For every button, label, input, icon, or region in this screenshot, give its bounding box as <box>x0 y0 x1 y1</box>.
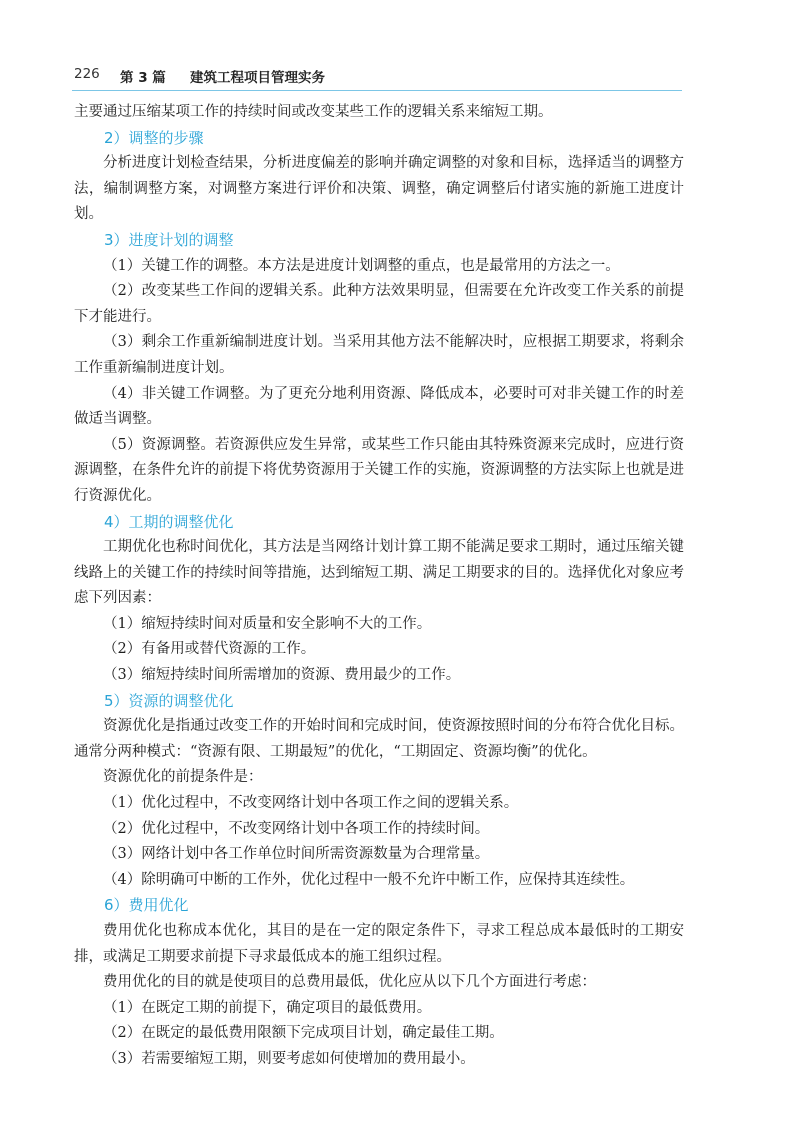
list-item: （4）除明确可中断的工作外，优化过程中一般不允许中断工作，应保持其连续性。 <box>103 871 635 888</box>
part-title: 建筑工程项目管理实务 <box>190 70 325 86</box>
list-item: （1）关键工作的调整。本方法是进度计划调整的重点，也是最常用的方法之一。 <box>103 257 620 274</box>
page-number: 226 <box>74 66 100 82</box>
list-item: （3）剩余工作重新编制进度计划。当采用其他方法不能解决时，应根据工期要求，将剩余工作重新编制进度计划。 <box>74 334 684 376</box>
list-item: （5）资源调整。若资源供应发生异常，或某些工作只能由其特殊资源来完成时，应进行资源调整，在条件允许的前提下将优势资源用于关键工作的实施，资源调整的方法实际上也就是进行资源优化。 <box>74 436 684 504</box>
paragraph: 资源优化的前提条件是： <box>103 769 263 786</box>
list-item: （1）优化过程中，不改变网络计划中各项工作之间的逻辑关系。 <box>103 795 519 812</box>
paragraph: 工期优化也称时间优化，其方法是当网络计划计算工期不能满足要求工期时，通过压缩关键线路上的关键工作的持续时间等措施，达到缩短工期、满足工期要求的目的。选择优化对象应考虑下列因素： <box>74 539 684 607</box>
section-heading: 5）资源的调整优化 <box>104 691 234 710</box>
section-heading: 2）调整的步骤 <box>104 128 204 147</box>
list-item: （1）在既定工期的前提下，确定项目的最低费用。 <box>103 999 432 1016</box>
list-item: （3）若需要缩短工期，则要考虑如何使增加的费用最小。 <box>103 1050 475 1067</box>
list-item: （3）缩短持续时间所需增加的资源、费用最少的工作。 <box>103 667 461 684</box>
page-header <box>72 64 682 91</box>
section-heading: 4）工期的调整优化 <box>104 512 234 531</box>
list-item: （2）改变某些工作间的逻辑关系。此种方法效果明显，但需要在允许改变工作关系的前提下才能进行。 <box>74 283 684 325</box>
page-body <box>74 100 684 1073</box>
paragraph: 费用优化的目的就是使项目的总费用最低，优化应从以下几个方面进行考虑： <box>103 974 596 991</box>
paragraph: 分析进度计划检查结果，分析进度偏差的影响并确定调整的对象和目标，选择适当的调整方法，编制调整方案，对调整方案进行评价和决策、调整，确定调整后付诸实施的新施工进度计划。 <box>74 155 684 223</box>
list-item: （4）非关键工作调整。为了更充分地利用资源、降低成本，必要时可对非关键工作的时差做适当调整。 <box>74 385 684 428</box>
section-heading: 3）进度计划的调整 <box>104 230 234 249</box>
paragraph: 资源优化是指通过改变工作的开始时间和完成时间，使资源按照时间的分布符合优化目标。通常分两种模式：“资源有限、工期最短”的优化，“工期固定、资源均衡”的优化。 <box>74 718 684 760</box>
list-item: （2）在既定的最低费用限额下完成项目计划，确定最佳工期。 <box>103 1025 504 1042</box>
list-item: （3）网络计划中各工作单位时间所需资源数量为合理常量。 <box>103 846 490 863</box>
paragraph: 主要通过压缩某项工作的持续时间或改变某些工作的逻辑关系来缩短工期。 <box>74 104 553 120</box>
list-item: （2）有备用或替代资源的工作。 <box>103 641 316 658</box>
part-label: 第 3 篇 <box>120 70 166 86</box>
list-item: （2）优化过程中，不改变网络计划中各项工作的持续时间。 <box>103 820 490 837</box>
section-heading: 6）费用优化 <box>104 896 189 915</box>
list-item: （1）缩短持续时间对质量和安全影响不大的工作。 <box>103 615 432 632</box>
paragraph: 费用优化也称成本优化，其目的是在一定的限定条件下，寻求工程总成本最低时的工期安排，或满足工期要求前提下寻求最低成本的施工组织过程。 <box>74 923 684 965</box>
